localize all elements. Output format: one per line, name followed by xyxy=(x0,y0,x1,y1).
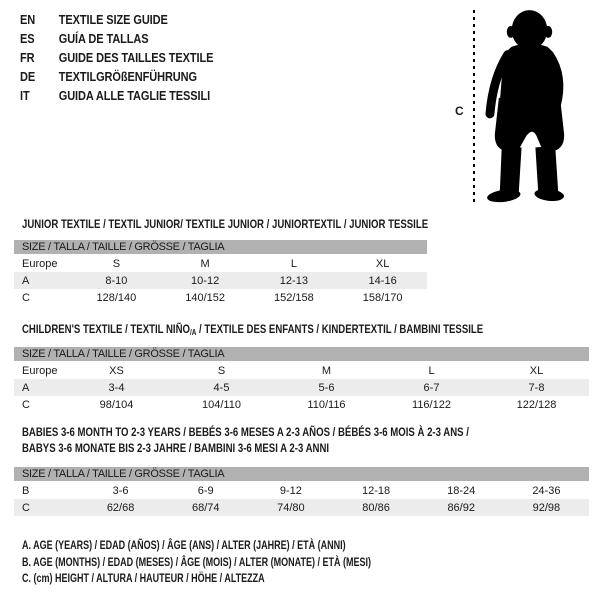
table-row-europe xyxy=(14,255,427,272)
language-title: TEXTILGRÖßENFÜHRUNG xyxy=(58,70,197,84)
size-header: SIZE / TALLA / TAILLE / GRÖSSE / TAGLIA xyxy=(14,347,589,362)
age-cell: 10-12 xyxy=(161,272,250,289)
age-cell: 5-6 xyxy=(274,379,379,396)
height-cell: 140/152 xyxy=(185,291,225,304)
size-header: SIZE / TALLA / TAILLE / GRÖSSE / TAGLIA xyxy=(14,467,589,482)
height-cell: 110/116 xyxy=(307,398,346,411)
language-code: ES xyxy=(20,32,35,46)
height-cell: 122/128 xyxy=(516,398,557,411)
height-cell: 68/74 xyxy=(163,499,248,516)
row-label: A xyxy=(14,379,64,396)
age-cell: 9-12 xyxy=(279,485,302,497)
age-cell: 3-4 xyxy=(64,379,169,396)
language-row xyxy=(20,68,213,87)
children-section-title xyxy=(22,321,483,341)
babies-size-table xyxy=(14,467,589,516)
row-label: A xyxy=(14,272,72,289)
language-code: IT xyxy=(20,89,30,103)
language-title: GUIDE DES TAILLES TEXTILE xyxy=(58,51,214,65)
table-row-age-months xyxy=(14,482,589,499)
height-cell: 74/80 xyxy=(248,499,333,516)
row-label: Europe xyxy=(22,258,58,270)
height-cell: 86/92 xyxy=(419,499,504,516)
language-row xyxy=(20,11,213,30)
age-cell: 4-5 xyxy=(169,379,274,396)
size-cell: M xyxy=(321,365,332,377)
table-row-height xyxy=(14,499,589,516)
row-label: C xyxy=(22,291,30,304)
language-title: GUÍA DE TALLAS xyxy=(58,32,149,46)
babies-title-line1: BABIES 3-6 MONTH TO 2-3 YEARS / BEBÉS 3-6 MESES A 2-3 AÑOS / BÉBÉS 3-6 MOIS À 2-3 ANS / xyxy=(22,425,469,439)
age-cell: 14-16 xyxy=(338,272,427,289)
age-cell: 6-9 xyxy=(197,485,214,497)
size-cell: XL xyxy=(529,365,544,377)
size-header: SIZE / TALLA / TAILLE / GRÖSSE / TAGLIA xyxy=(14,240,427,255)
size-header-row xyxy=(14,240,427,255)
junior-size-table xyxy=(14,240,427,306)
row-label: C xyxy=(14,499,78,516)
size-header-row xyxy=(14,467,589,482)
height-cell: 62/68 xyxy=(78,499,163,516)
footnote-height: C. (cm) HEIGHT / ALTURA / HAUTEUR / HÖHE / ALTEZZA xyxy=(22,571,265,585)
age-cell: 6-7 xyxy=(379,379,484,396)
children-title-part1: CHILDREN'S TEXTILE / TEXTIL NIÑO xyxy=(22,322,190,336)
row-label: C xyxy=(22,398,30,411)
footnotes xyxy=(22,537,371,587)
table-row-age xyxy=(14,379,589,396)
table-row-height xyxy=(14,289,427,306)
row-label: Europe xyxy=(22,365,58,377)
height-measure-label: C xyxy=(455,104,464,118)
height-cell: 152/158 xyxy=(273,291,314,304)
size-cell: XS xyxy=(109,365,124,377)
language-title: GUIDA ALLE TAGLIE TESSILI xyxy=(58,89,211,103)
height-cell: 80/86 xyxy=(333,499,418,516)
row-label: B xyxy=(22,485,30,497)
age-cell: 8-10 xyxy=(72,272,161,289)
height-cell: 158/170 xyxy=(362,291,403,304)
age-cell: 24-36 xyxy=(532,485,561,497)
height-cell: 116/122 xyxy=(412,398,451,411)
size-cell: S xyxy=(112,258,121,270)
size-header-row xyxy=(14,347,589,362)
babies-title-line2: BABYS 3-6 MONATE BIS 2-3 JAHRE / BAMBINI 3-6 MESI A 2-3 ANNI xyxy=(22,441,330,455)
height-cell: 92/98 xyxy=(504,499,589,516)
height-cell: 104/110 xyxy=(202,398,241,411)
language-row xyxy=(20,87,213,106)
footnote-age-months: B. AGE (MONTHS) / EDAD (MESES) / ÂGE (MOIS) / ALTER (MONATE) / ETÀ (MESI) xyxy=(22,554,371,569)
height-cell: 128/140 xyxy=(96,291,137,304)
height-measure-figure xyxy=(450,4,598,214)
language-row xyxy=(20,30,213,49)
height-dashed-line xyxy=(473,10,475,206)
footnote-age-years: A. AGE (YEARS) / EDAD (AÑOS) / ÂGE (ANS) / ALTER (JAHRE) / ETÀ (ANNI) xyxy=(22,538,346,552)
age-cell: 18-24 xyxy=(447,485,476,497)
size-cell: S xyxy=(217,365,226,377)
baby-silhouette-icon xyxy=(486,7,570,205)
children-size-table xyxy=(14,347,589,413)
size-cell: XL xyxy=(375,258,390,270)
babies-section-title xyxy=(22,424,469,456)
language-code: EN xyxy=(20,13,36,27)
junior-section-title: JUNIOR TEXTILE / TEXTIL JUNIOR/ TEXTILE JUNIOR / JUNIORTEXTIL / JUNIOR TESSILE xyxy=(22,217,429,231)
age-cell: 3-6 xyxy=(112,485,129,497)
height-cell: 98/104 xyxy=(99,398,134,411)
children-title-part2: / TEXTILE DES ENFANTS / KINDERTEXTIL / BAMBINI TESSILE xyxy=(196,322,484,336)
age-cell: 12-18 xyxy=(361,485,391,497)
size-cell: M xyxy=(200,258,210,270)
table-row-age xyxy=(14,272,427,289)
table-row-height xyxy=(14,396,589,413)
size-cell: L xyxy=(290,258,297,270)
age-cell: 12-13 xyxy=(250,272,339,289)
children-title-subscript: /A xyxy=(189,328,197,337)
age-cell: 7-8 xyxy=(484,379,589,396)
language-code: DE xyxy=(20,70,36,84)
size-cell: L xyxy=(428,365,435,377)
language-row xyxy=(20,49,213,68)
language-title: TEXTILE SIZE GUIDE xyxy=(58,13,168,27)
language-code: FR xyxy=(20,51,35,65)
table-row-europe xyxy=(14,362,589,379)
language-title-list xyxy=(20,11,213,106)
